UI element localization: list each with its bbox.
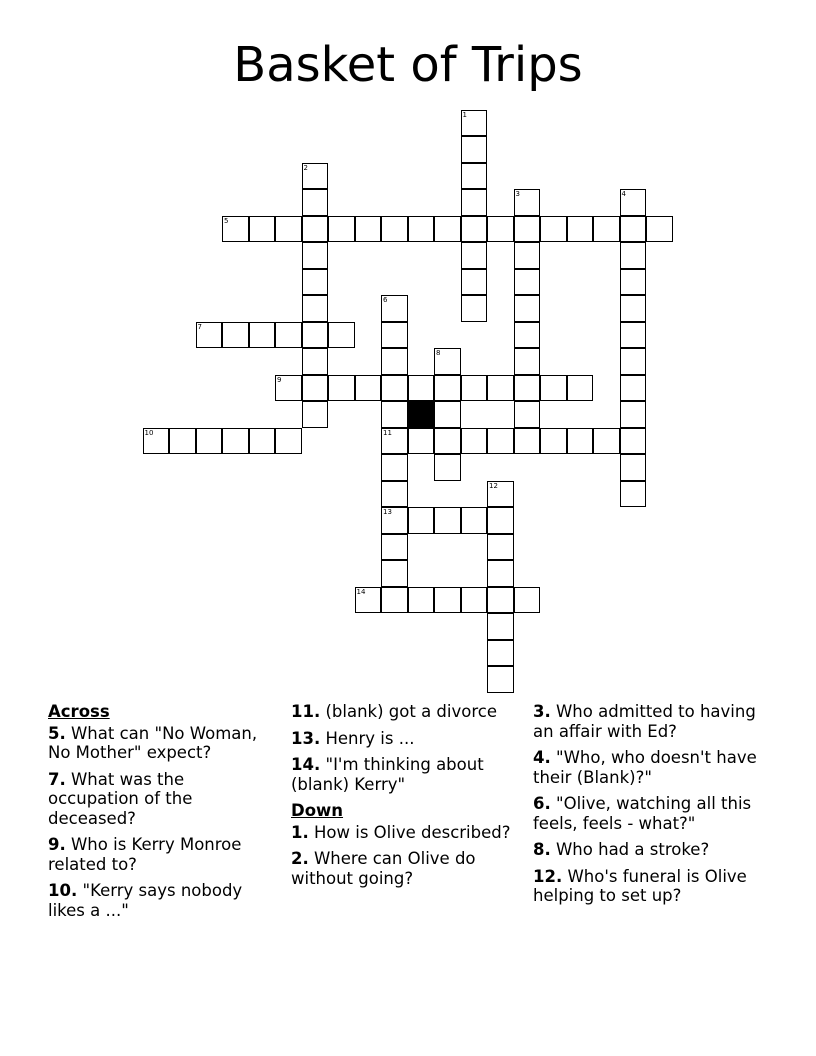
grid-cell[interactable] bbox=[461, 189, 488, 216]
grid-cell[interactable] bbox=[408, 507, 435, 534]
grid-cell[interactable] bbox=[275, 375, 302, 402]
grid-cell[interactable] bbox=[381, 348, 408, 375]
grid-cell[interactable] bbox=[514, 587, 541, 614]
grid-cell[interactable] bbox=[620, 189, 647, 216]
grid-cell[interactable] bbox=[487, 428, 514, 455]
grid-cell[interactable] bbox=[620, 428, 647, 455]
clue-item-number: 2. bbox=[291, 849, 309, 868]
clue-item-number: 10. bbox=[48, 881, 78, 900]
grid-cell[interactable] bbox=[461, 269, 488, 296]
grid-cell[interactable] bbox=[434, 375, 461, 402]
clue-number: 8 bbox=[436, 349, 441, 357]
grid-cell[interactable] bbox=[381, 216, 408, 243]
grid-cell[interactable] bbox=[355, 587, 382, 614]
grid-cell[interactable] bbox=[487, 560, 514, 587]
grid-cell[interactable] bbox=[381, 560, 408, 587]
clue-item bbox=[533, 867, 773, 906]
grid-cell[interactable] bbox=[620, 269, 647, 296]
grid-cell[interactable] bbox=[434, 348, 461, 375]
clue-number: 11 bbox=[383, 428, 392, 437]
clue-number: 7 bbox=[197, 322, 202, 331]
grid-cell[interactable] bbox=[461, 507, 488, 534]
clue-item-text: Who is Kerry Monroe related to? bbox=[48, 835, 242, 874]
clue-item-text: (blank) got a divorce bbox=[320, 702, 497, 721]
clue-item-number: 7. bbox=[48, 769, 66, 789]
grid-cell[interactable] bbox=[461, 136, 488, 163]
grid-cell[interactable] bbox=[620, 401, 647, 428]
grid-cell[interactable] bbox=[434, 507, 461, 534]
clue-item-number: 8. bbox=[533, 840, 551, 859]
grid-cell[interactable] bbox=[408, 375, 435, 402]
clue-item bbox=[533, 840, 773, 860]
grid-cell[interactable] bbox=[487, 666, 514, 693]
grid-cell[interactable] bbox=[302, 295, 329, 322]
grid-cell[interactable] bbox=[328, 216, 355, 243]
clue-item-text: "Kerry says nobody likes a ..." bbox=[48, 881, 243, 920]
grid-cell[interactable] bbox=[169, 428, 196, 455]
grid-cell[interactable] bbox=[381, 534, 408, 561]
grid-cell[interactable] bbox=[514, 428, 541, 455]
grid-cell[interactable] bbox=[381, 295, 408, 322]
clue-item-text: Who had a stroke? bbox=[550, 840, 710, 859]
grid-cell[interactable] bbox=[567, 428, 594, 455]
clue-item-text: Who admitted to having an affair with Ed? bbox=[533, 702, 756, 741]
clue-item bbox=[291, 849, 516, 888]
grid-cell[interactable] bbox=[434, 216, 461, 243]
clue-item bbox=[48, 770, 273, 829]
clue-number: 9 bbox=[277, 375, 282, 384]
grid-cell[interactable] bbox=[275, 216, 302, 243]
grid-cell[interactable] bbox=[381, 428, 408, 455]
grid-cell[interactable] bbox=[302, 242, 329, 269]
grid-cell[interactable] bbox=[381, 454, 408, 481]
grid-cell[interactable] bbox=[620, 322, 647, 349]
grid-cell[interactable] bbox=[514, 269, 541, 296]
grid-cell[interactable] bbox=[487, 640, 514, 667]
grid-cell[interactable] bbox=[143, 428, 170, 455]
grid-cell[interactable] bbox=[381, 401, 408, 428]
clue-item-text: "Olive, watching all this feels, feels - what?" bbox=[533, 794, 752, 833]
clue-number: 12 bbox=[489, 481, 498, 490]
grid-cell[interactable] bbox=[249, 216, 276, 243]
grid-cell[interactable] bbox=[461, 163, 488, 190]
clue-item bbox=[291, 702, 516, 722]
grid-cell[interactable] bbox=[222, 322, 249, 349]
clue-item-text: What can "No Woman, No Mother" expect? bbox=[48, 723, 258, 762]
grid-cell[interactable] bbox=[434, 428, 461, 455]
grid-cell[interactable] bbox=[249, 322, 276, 349]
clue-item-number: 4. bbox=[533, 748, 551, 767]
clue-number: 13 bbox=[383, 508, 392, 516]
grid-cell[interactable] bbox=[567, 375, 594, 402]
grid-cell[interactable] bbox=[302, 401, 329, 428]
grid-cell[interactable] bbox=[381, 481, 408, 508]
grid-cell[interactable] bbox=[514, 322, 541, 349]
grid-cell[interactable] bbox=[434, 401, 461, 428]
grid-cell[interactable] bbox=[275, 322, 302, 349]
grid-cell[interactable] bbox=[620, 375, 647, 402]
grid-cell[interactable] bbox=[487, 216, 514, 243]
grid-cell[interactable] bbox=[461, 110, 488, 137]
grid-cell[interactable] bbox=[620, 454, 647, 481]
clue-item-number: 1. bbox=[291, 822, 309, 842]
down-heading: Down bbox=[291, 801, 344, 820]
clue-item bbox=[48, 835, 273, 874]
grid-cell[interactable] bbox=[302, 322, 329, 349]
clue-item-number: 3. bbox=[533, 702, 551, 721]
grid-cell[interactable] bbox=[567, 216, 594, 243]
black-square bbox=[408, 401, 435, 428]
grid-cell[interactable] bbox=[408, 428, 435, 455]
grid-cell[interactable] bbox=[381, 587, 408, 614]
clue-number: 4 bbox=[621, 190, 626, 198]
grid-cell[interactable] bbox=[302, 163, 329, 190]
clue-item bbox=[291, 823, 516, 843]
clue-column-1 bbox=[48, 702, 273, 927]
grid-cell[interactable] bbox=[487, 507, 514, 534]
clue-number: 2 bbox=[303, 163, 308, 172]
clue-item-number: 14. bbox=[291, 755, 321, 774]
grid-cell[interactable] bbox=[196, 428, 223, 455]
grid-cell[interactable] bbox=[620, 348, 647, 375]
grid-cell[interactable] bbox=[302, 375, 329, 402]
clue-item-number: 13. bbox=[291, 728, 321, 748]
grid-cell[interactable] bbox=[461, 295, 488, 322]
grid-cell[interactable] bbox=[514, 348, 541, 375]
grid-cell[interactable] bbox=[249, 428, 276, 455]
grid-cell[interactable] bbox=[461, 428, 488, 455]
page-title: Basket of Trips bbox=[233, 37, 583, 93]
grid-cell[interactable] bbox=[540, 216, 567, 243]
grid-cell[interactable] bbox=[514, 189, 541, 216]
grid-cell[interactable] bbox=[487, 534, 514, 561]
clue-item bbox=[533, 794, 773, 833]
grid-cell[interactable] bbox=[461, 242, 488, 269]
clue-number: 6 bbox=[383, 296, 388, 304]
clue-item-number: 9. bbox=[48, 835, 66, 854]
grid-cell[interactable] bbox=[646, 216, 673, 243]
clue-item bbox=[291, 729, 516, 749]
grid-cell[interactable] bbox=[514, 295, 541, 322]
clue-item-number: 12. bbox=[533, 866, 563, 886]
grid-cell[interactable] bbox=[487, 481, 514, 508]
grid-cell[interactable] bbox=[381, 507, 408, 534]
clue-item bbox=[533, 702, 773, 741]
grid-cell[interactable] bbox=[514, 216, 541, 243]
clue-item bbox=[291, 755, 516, 794]
grid-cell[interactable] bbox=[328, 375, 355, 402]
grid-cell[interactable] bbox=[434, 587, 461, 614]
grid-cell[interactable] bbox=[487, 587, 514, 614]
grid-cell[interactable] bbox=[302, 348, 329, 375]
grid-cell[interactable] bbox=[487, 613, 514, 640]
clue-number: 14 bbox=[356, 587, 366, 596]
clue-item-text: What was the occupation of the deceased? bbox=[48, 769, 193, 828]
grid-cell[interactable] bbox=[355, 375, 382, 402]
clue-item-text: Where can Olive do without going? bbox=[291, 849, 476, 888]
grid-cell[interactable] bbox=[540, 428, 567, 455]
clue-item bbox=[533, 748, 773, 787]
clue-number: 1 bbox=[462, 110, 467, 119]
grid-cell[interactable] bbox=[514, 375, 541, 402]
clue-item-text: How is Olive described? bbox=[308, 822, 511, 842]
grid-cell[interactable] bbox=[461, 587, 488, 614]
grid-cell[interactable] bbox=[620, 242, 647, 269]
grid-cell[interactable] bbox=[302, 269, 329, 296]
clue-item-text: Henry is ... bbox=[320, 728, 415, 748]
grid-cell[interactable] bbox=[381, 322, 408, 349]
clue-item-text: "Who, who doesn't have their (Blank)?" bbox=[533, 748, 757, 787]
grid-cell[interactable] bbox=[461, 216, 488, 243]
clue-column-3 bbox=[533, 702, 773, 913]
clue-column-2 bbox=[291, 702, 516, 895]
grid-cell[interactable] bbox=[487, 375, 514, 402]
grid-cell[interactable] bbox=[620, 481, 647, 508]
grid-cell[interactable] bbox=[461, 375, 488, 402]
grid-cell[interactable] bbox=[328, 322, 355, 349]
grid-cell[interactable] bbox=[514, 401, 541, 428]
grid-cell[interactable] bbox=[302, 189, 329, 216]
clue-number: 10 bbox=[144, 428, 154, 437]
grid-cell[interactable] bbox=[540, 375, 567, 402]
grid-cell[interactable] bbox=[593, 216, 620, 243]
clue-item-number: 6. bbox=[533, 794, 551, 813]
grid-cell[interactable] bbox=[275, 428, 302, 455]
grid-cell[interactable] bbox=[514, 242, 541, 269]
grid-cell[interactable] bbox=[408, 587, 435, 614]
clue-number: 3 bbox=[515, 190, 520, 198]
clue-item-number: 11. bbox=[291, 702, 321, 721]
grid-cell[interactable] bbox=[434, 454, 461, 481]
grid-cell[interactable] bbox=[302, 216, 329, 243]
grid-cell[interactable] bbox=[620, 216, 647, 243]
grid-cell[interactable] bbox=[196, 322, 223, 349]
clue-number: 5 bbox=[224, 216, 229, 225]
grid-cell[interactable] bbox=[222, 216, 249, 243]
clue-item bbox=[48, 881, 273, 920]
clue-item-text: "I'm thinking about (blank) Kerry" bbox=[291, 755, 484, 794]
grid-cell[interactable] bbox=[355, 216, 382, 243]
clue-item-text: Who's funeral is Olive helping to set up? bbox=[533, 866, 747, 905]
grid-cell[interactable] bbox=[222, 428, 249, 455]
clue-item-number: 5. bbox=[48, 723, 66, 743]
grid-cell[interactable] bbox=[408, 216, 435, 243]
grid-cell[interactable] bbox=[620, 295, 647, 322]
across-heading: Across bbox=[48, 702, 110, 721]
clue-item bbox=[48, 724, 273, 763]
grid-cell[interactable] bbox=[381, 375, 408, 402]
grid-cell[interactable] bbox=[593, 428, 620, 455]
